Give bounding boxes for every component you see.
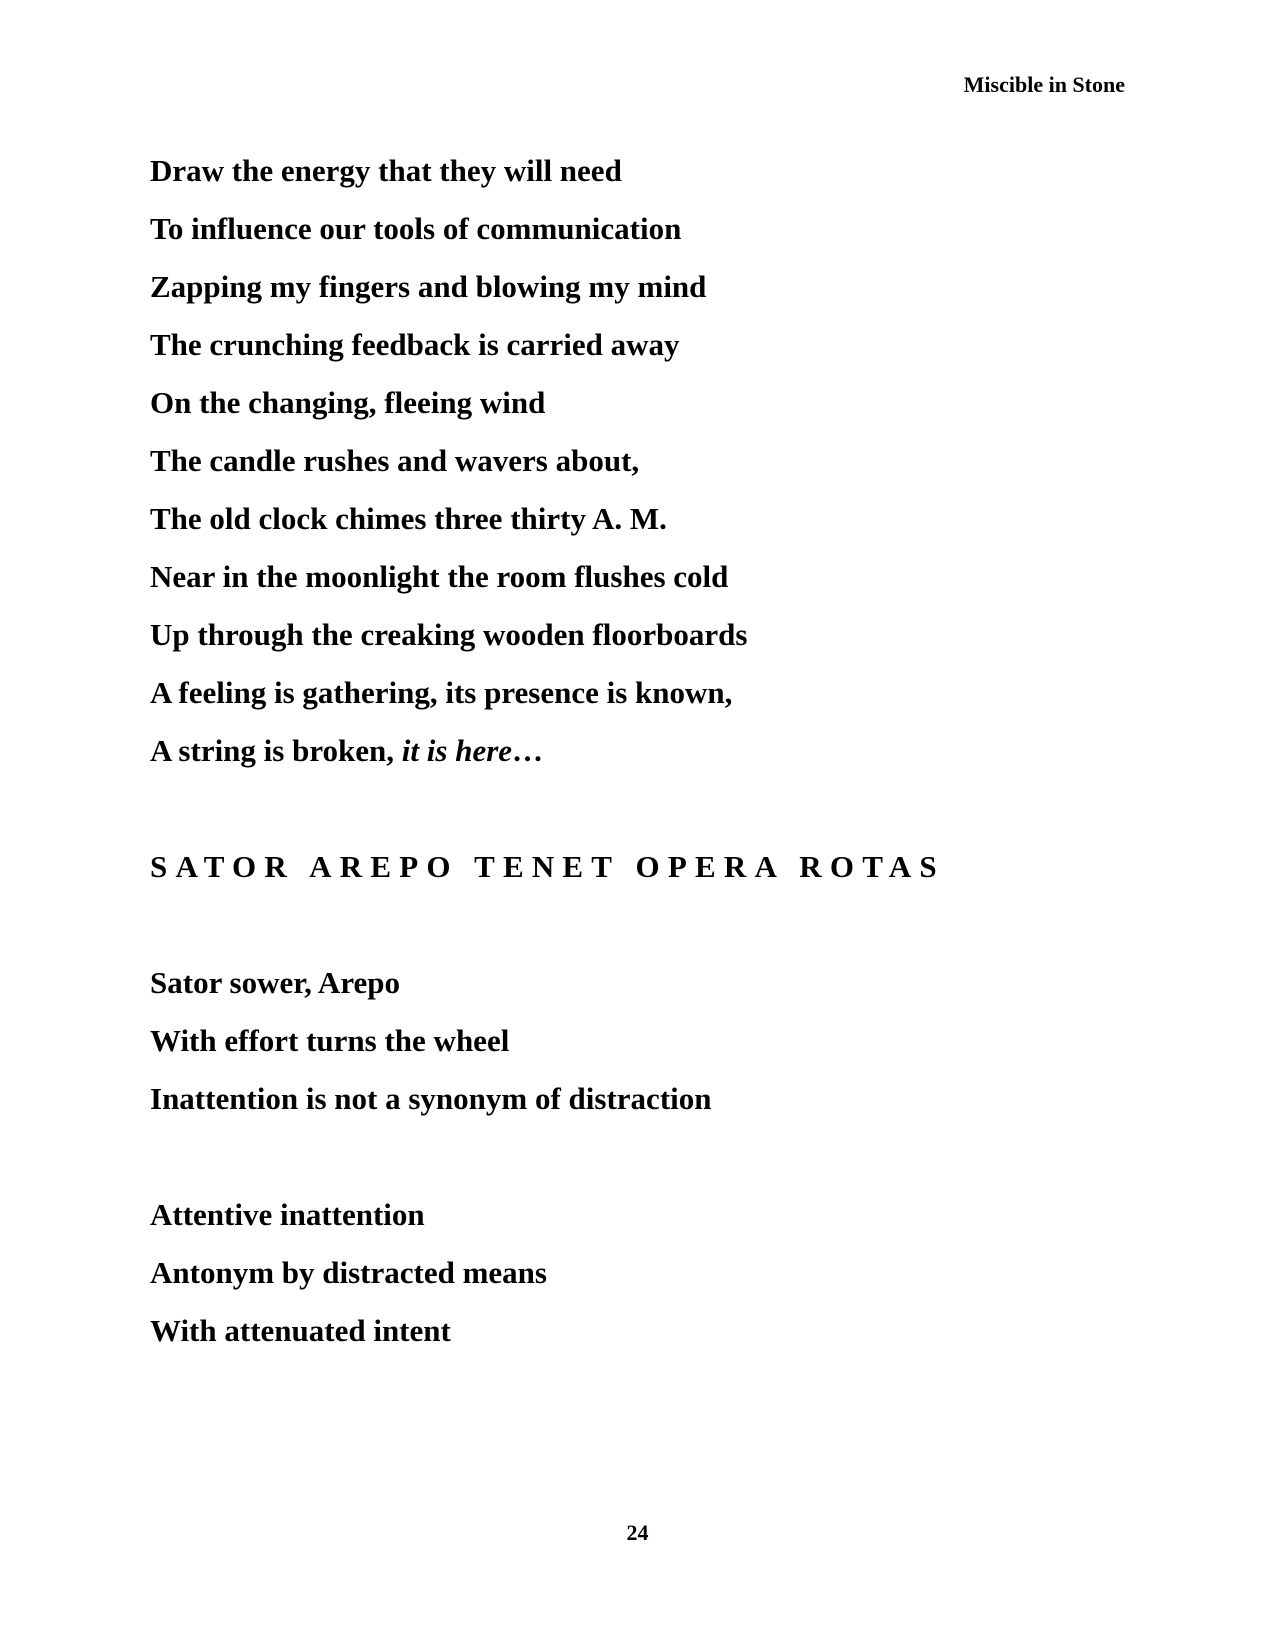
poem-line: With effort turns the wheel (150, 1023, 510, 1058)
stanza-two (150, 954, 712, 1128)
poem-line: On the changing, fleeing wind (150, 385, 546, 420)
poem-line-final-italic: it is here (401, 733, 513, 768)
sator-square-heading: SATOR AREPO TENET OPERA ROTAS (150, 849, 945, 884)
poem-line-final (150, 722, 747, 780)
poem-line: To influence our tools of communication (150, 211, 682, 246)
poem-line: Sator sower, Arepo (150, 965, 401, 1000)
poem-line: Antonym by distracted means (150, 1255, 547, 1290)
poem-line: A feeling is gathering, its presence is known, (150, 675, 733, 710)
poem-line: The candle rushes and wavers about, (150, 443, 640, 478)
running-header-title: Miscible in Stone (963, 72, 1125, 97)
poem-line-final-roman: A string is broken, (150, 733, 402, 768)
poem-line-final-ellipsis: … (512, 733, 544, 768)
poem-line: Attentive inattention (150, 1197, 425, 1232)
stanza-one (150, 142, 747, 780)
poem-line: With attenuated intent (150, 1313, 451, 1348)
poem-line: Draw the energy that they will need (150, 153, 622, 188)
poem-line: The old clock chimes three thirty A. M. (150, 501, 667, 536)
poem-line: Up through the creaking wooden floorboards (150, 617, 748, 652)
poem-line: Near in the moonlight the room flushes cold (150, 559, 729, 594)
poem-line: The crunching feedback is carried away (150, 327, 680, 362)
poem-line: Inattention is not a synonym of distraction (150, 1081, 712, 1116)
page-number: 24 (626, 1520, 649, 1545)
stanza-three (150, 1186, 547, 1360)
poem-line: Zapping my fingers and blowing my mind (150, 269, 707, 304)
